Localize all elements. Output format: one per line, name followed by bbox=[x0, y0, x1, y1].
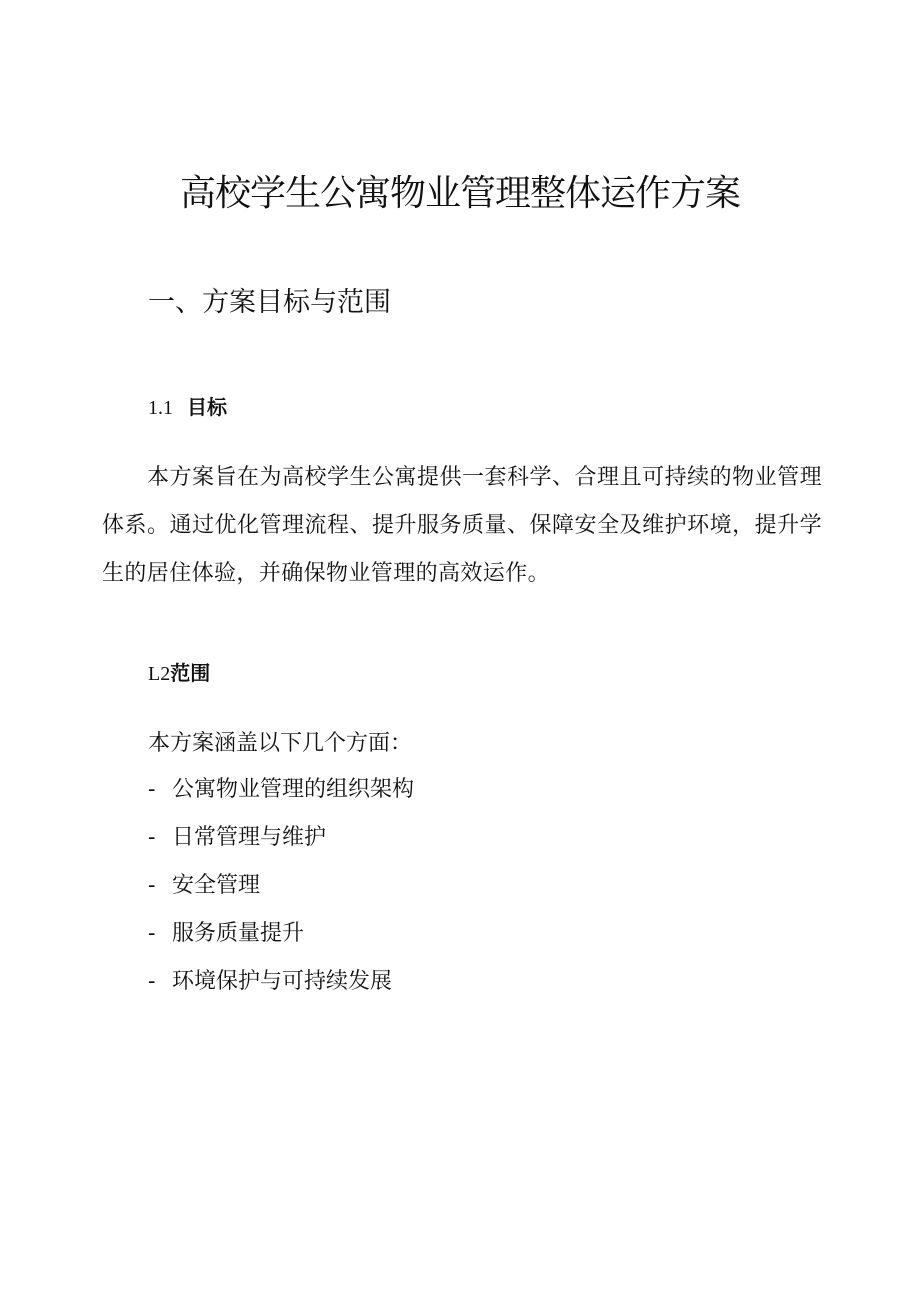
subsection-number: 1.1 bbox=[148, 397, 173, 419]
list-dash: - bbox=[148, 777, 156, 802]
subsection-label: 范围 bbox=[170, 661, 211, 685]
list-item bbox=[148, 964, 414, 1012]
subsection-number: L2 bbox=[148, 663, 171, 685]
list-item bbox=[148, 820, 414, 868]
goal-paragraph: 本方案旨在为高校学生公寓提供一套科学、合理且可持续的物业管理体系。通过优化管理流程、提升服务质量、保障安全及维护环境，提升学生的居住体验，并确保物业管理的高效运作。 bbox=[102, 465, 822, 586]
list-dash: - bbox=[148, 873, 156, 898]
list-dash: - bbox=[148, 921, 156, 946]
subsection-label: 目标 bbox=[187, 395, 227, 419]
list-item bbox=[148, 868, 414, 916]
list-item-text: 环境保护与可持续发展 bbox=[172, 969, 393, 994]
list-dash: - bbox=[148, 825, 156, 850]
list-item-text: 公寓物业管理的组织架构 bbox=[172, 777, 415, 802]
list-item-text: 日常管理与维护 bbox=[172, 825, 327, 850]
subsection-heading-goal bbox=[148, 392, 227, 423]
list-item-text: 安全管理 bbox=[172, 873, 261, 898]
list-item bbox=[148, 916, 414, 964]
scope-intro: 本方案涵盖以下几个方面： bbox=[148, 731, 413, 756]
list-item-text: 服务质量提升 bbox=[172, 921, 305, 946]
scope-list bbox=[148, 772, 414, 1012]
list-dash: - bbox=[148, 969, 156, 994]
document-title: 高校学生公寓物业管理整体运作方案 bbox=[179, 173, 740, 214]
list-item bbox=[148, 772, 414, 820]
subsection-heading-scope bbox=[148, 658, 210, 689]
section-heading-goals-scope: 一、方案目标与范围 bbox=[148, 287, 391, 318]
